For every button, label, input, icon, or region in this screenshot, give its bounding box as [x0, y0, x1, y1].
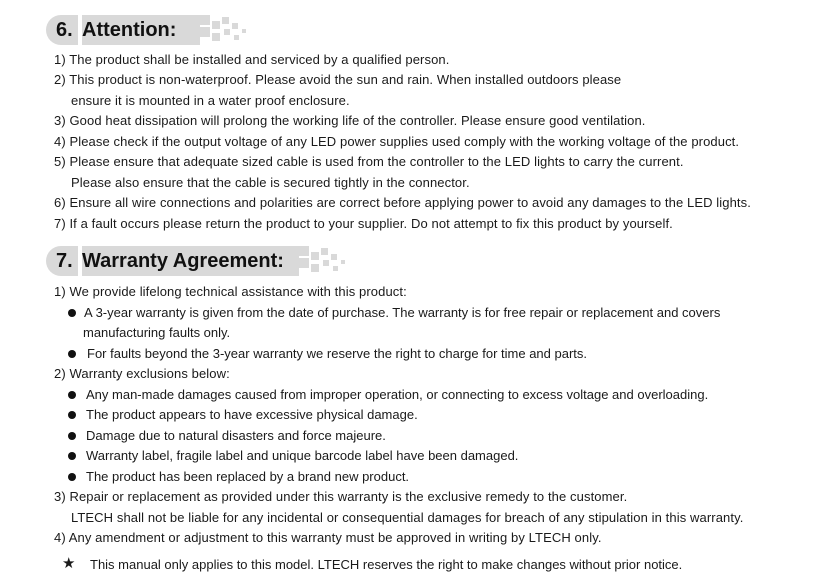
warranty-item-continuation: LTECH shall not be liable for any incidental or consequential damages for breach of any stipulation in this warranty. — [71, 510, 744, 525]
attention-item: 2) This product is non-waterproof. Please avoid the sun and rain. When installed outdoors please — [54, 72, 622, 87]
bullet-icon — [68, 350, 76, 358]
bullet-icon — [68, 391, 76, 399]
warranty-item: 2) Warranty exclusions below: — [54, 366, 230, 381]
section-header-bar — [46, 15, 200, 45]
attention-item-continuation: ensure it is mounted in a water proof enclosure. — [71, 93, 350, 108]
bullet-icon — [68, 309, 76, 317]
attention-item: 1) The product shall be installed and serviced by a qualified person. — [54, 52, 450, 67]
attention-item: 5) Please ensure that adequate sized cable is used from the controller to the LED lights to carry the current. — [54, 154, 684, 169]
bullet-icon — [68, 432, 76, 440]
warranty-item: 4) Any amendment or adjustment to this warranty must be approved in writing by LTECH only. — [54, 530, 602, 545]
star-icon: ★ — [62, 555, 76, 572]
attention-item: 3) Good heat dissipation will prolong the working life of the controller. Please ensure good ventilation. — [54, 113, 646, 128]
section-header-attention — [46, 15, 346, 45]
section-title: Attention: — [82, 18, 177, 41]
warranty-item: 1) We provide lifelong technical assistance with this product: — [54, 284, 407, 299]
footnote-text: This manual only applies to this model. LTECH reserves the right to make changes without prior notice. — [90, 557, 683, 572]
bullet-continuation: manufacturing faults only. — [83, 325, 231, 340]
section-title: Warranty Agreement: — [82, 249, 284, 272]
bullet-icon — [68, 452, 76, 460]
attention-item: 7) If a fault occurs please return the product to your supplier. Do not attempt to fix this product by yourself. — [54, 216, 673, 231]
bullet-text: A 3-year warranty is given from the date of purchase. The warranty is for free repair or replacement and covers — [84, 305, 721, 320]
section-header-bar — [46, 246, 299, 276]
divider — [78, 246, 82, 276]
bullet-text: Damage due to natural disasters and force majeure. — [86, 428, 386, 443]
bullet-text: The product appears to have excessive physical damage. — [86, 407, 418, 422]
attention-item: 6) Ensure all wire connections and polarities are correct before applying power to avoid any damages to the LED lights. — [54, 195, 751, 210]
section-number: 7. — [56, 249, 73, 272]
section-header-warranty — [46, 246, 346, 276]
bullet-icon — [68, 411, 76, 419]
attention-item-continuation: Please also ensure that the cable is secured tightly in the connector. — [71, 175, 470, 190]
section-number: 6. — [56, 18, 73, 41]
bullet-text: For faults beyond the 3-year warranty we reserve the right to charge for time and parts. — [87, 346, 588, 361]
bullet-text: Warranty label, fragile label and unique barcode label have been damaged. — [86, 448, 519, 463]
bullet-icon — [68, 473, 76, 481]
divider — [78, 15, 82, 45]
attention-item: 4) Please check if the output voltage of any LED power supplies used comply with the working voltage of the product. — [54, 134, 740, 149]
bullet-text: Any man-made damages caused from improper operation, or connecting to excess voltage and overloading. — [86, 387, 709, 402]
warranty-item: 3) Repair or replacement as provided under this warranty is the exclusive remedy to the customer. — [54, 489, 628, 504]
bullet-text: The product has been replaced by a brand new product. — [86, 469, 410, 484]
